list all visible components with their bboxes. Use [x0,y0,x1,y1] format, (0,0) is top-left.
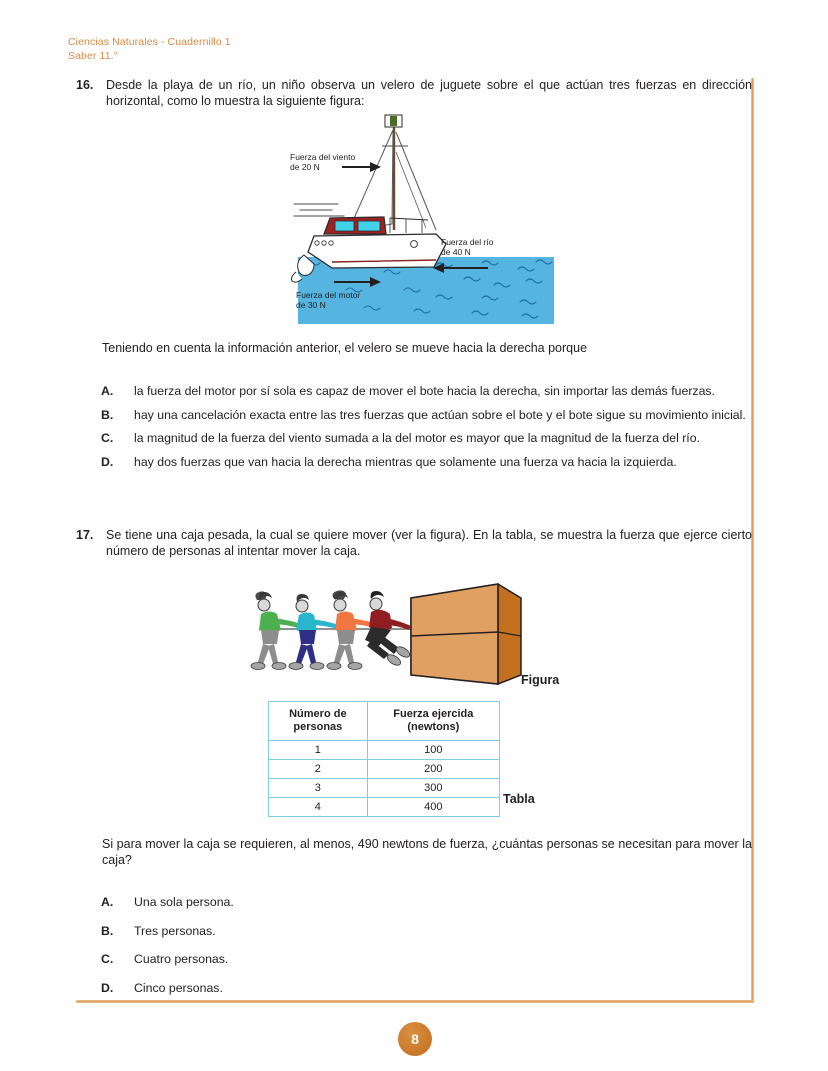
heavy-box [411,584,521,684]
cell-personas: 2 [269,760,368,779]
motor-force-label-line1: Fuerza del motor [296,290,361,300]
wind-force-label-line1: Fuerza del viento [290,152,356,162]
option-16-c-letter: C. [101,431,114,445]
cell-personas: 1 [269,741,368,760]
option-17-c-text: Cuatro personas. [134,952,229,966]
river-force-label-line1: Fuerza del río [441,237,494,247]
option-17-b-letter: B. [101,923,114,938]
question-17-lead: Si para mover la caja se requieren, al menos, 490 newtons de fuerza, ¿cuántas personas se necesitan para mover la caja? [102,837,752,867]
question-17-stem: Se tiene una caja pesada, la cual se quiere mover (ver la figura). En la tabla, se muestra la fuerza que ejerce cierto número de personas al intentar mover la caja. [106,528,752,558]
option-17-a-text: Una sola persona. [134,895,234,909]
question-17-number: 17. [76,528,94,542]
cell-personas: 4 [269,798,368,817]
document-header [68,36,231,63]
table-row [269,741,500,760]
question-16-stem: Desde la playa de un río, un niño observa un velero de juguete sobre el que actúan tres fuerzas en dirección horizontal, como lo muestra la siguiente figura: [106,78,752,108]
cell-fuerza: 400 [367,798,499,817]
question-16-options [101,384,781,478]
option-16-c[interactable] [101,431,781,447]
question-17-options [101,895,781,1009]
cell-fuerza: 300 [367,779,499,798]
table-row [269,798,500,817]
cell-fuerza: 200 [367,760,499,779]
option-16-a-letter: A. [101,384,114,398]
option-16-a-text: la fuerza del motor por sí sola es capaz de mover el bote hacia la derecha, sin importar las demás fuerzas. [134,384,715,398]
header-line-subject: Ciencias Naturales - Cuadernillo 1 [68,36,231,48]
figure-caption: Figura [521,673,560,687]
option-16-c-text: la magnitud de la fuerza del viento sumada a la del motor es mayor que la magnitud de la fuerza del río. [134,431,700,445]
river-force-label-line2: de 40 N [441,247,471,257]
cell-fuerza: 100 [367,741,499,760]
option-17-c[interactable] [101,952,781,968]
table-row [269,760,500,779]
cell-personas: 3 [269,779,368,798]
question-17 [76,528,752,559]
question-16-number: 16. [76,78,94,92]
sailboat-figure [286,112,566,324]
option-16-b-letter: B. [101,407,114,422]
option-17-d-letter: D. [101,980,114,995]
person-2 [289,594,339,670]
option-16-b-text: hay una cancelación exacta entre las tres fuerzas que actúan sobre el bote y el bote sigue su movimiento inicial. [134,407,746,422]
force-table [268,701,500,817]
option-16-d-text: hay dos fuerzas que van hacia la derecha mientras que solamente una fuerza va hacia la izquierda. [134,454,677,469]
wind-force-label-line2: de 20 N [290,162,320,172]
table-row [269,779,500,798]
option-17-a-letter: A. [101,895,114,909]
option-16-d-letter: D. [101,454,114,469]
question-16 [76,78,752,109]
option-17-d[interactable] [101,981,781,997]
header-line-exam: Saber 11.° [68,49,118,62]
page-number-badge: 8 [398,1022,432,1056]
option-17-a[interactable] [101,895,781,911]
option-16-b[interactable] [101,408,781,424]
table-header-row [269,702,500,741]
option-17-b[interactable] [101,924,781,940]
option-16-d[interactable] [101,455,781,471]
table-caption: Tabla [503,792,535,806]
option-17-c-letter: C. [101,952,114,966]
table-header-personas: Número de personas [269,702,368,741]
option-17-b-text: Tres personas. [134,923,216,938]
option-17-d-text: Cinco personas. [134,980,223,995]
box-pulling-figure [243,572,533,690]
question-16-lead: Teniendo en cuenta la información anterior, el velero se mueve hacia la derecha porque [102,341,588,355]
option-16-a[interactable] [101,384,781,400]
table-header-fuerza: Fuerza ejercida (newtons) [367,702,499,741]
motor-force-label-line2: de 30 N [296,300,326,310]
person-1 [251,591,303,669]
